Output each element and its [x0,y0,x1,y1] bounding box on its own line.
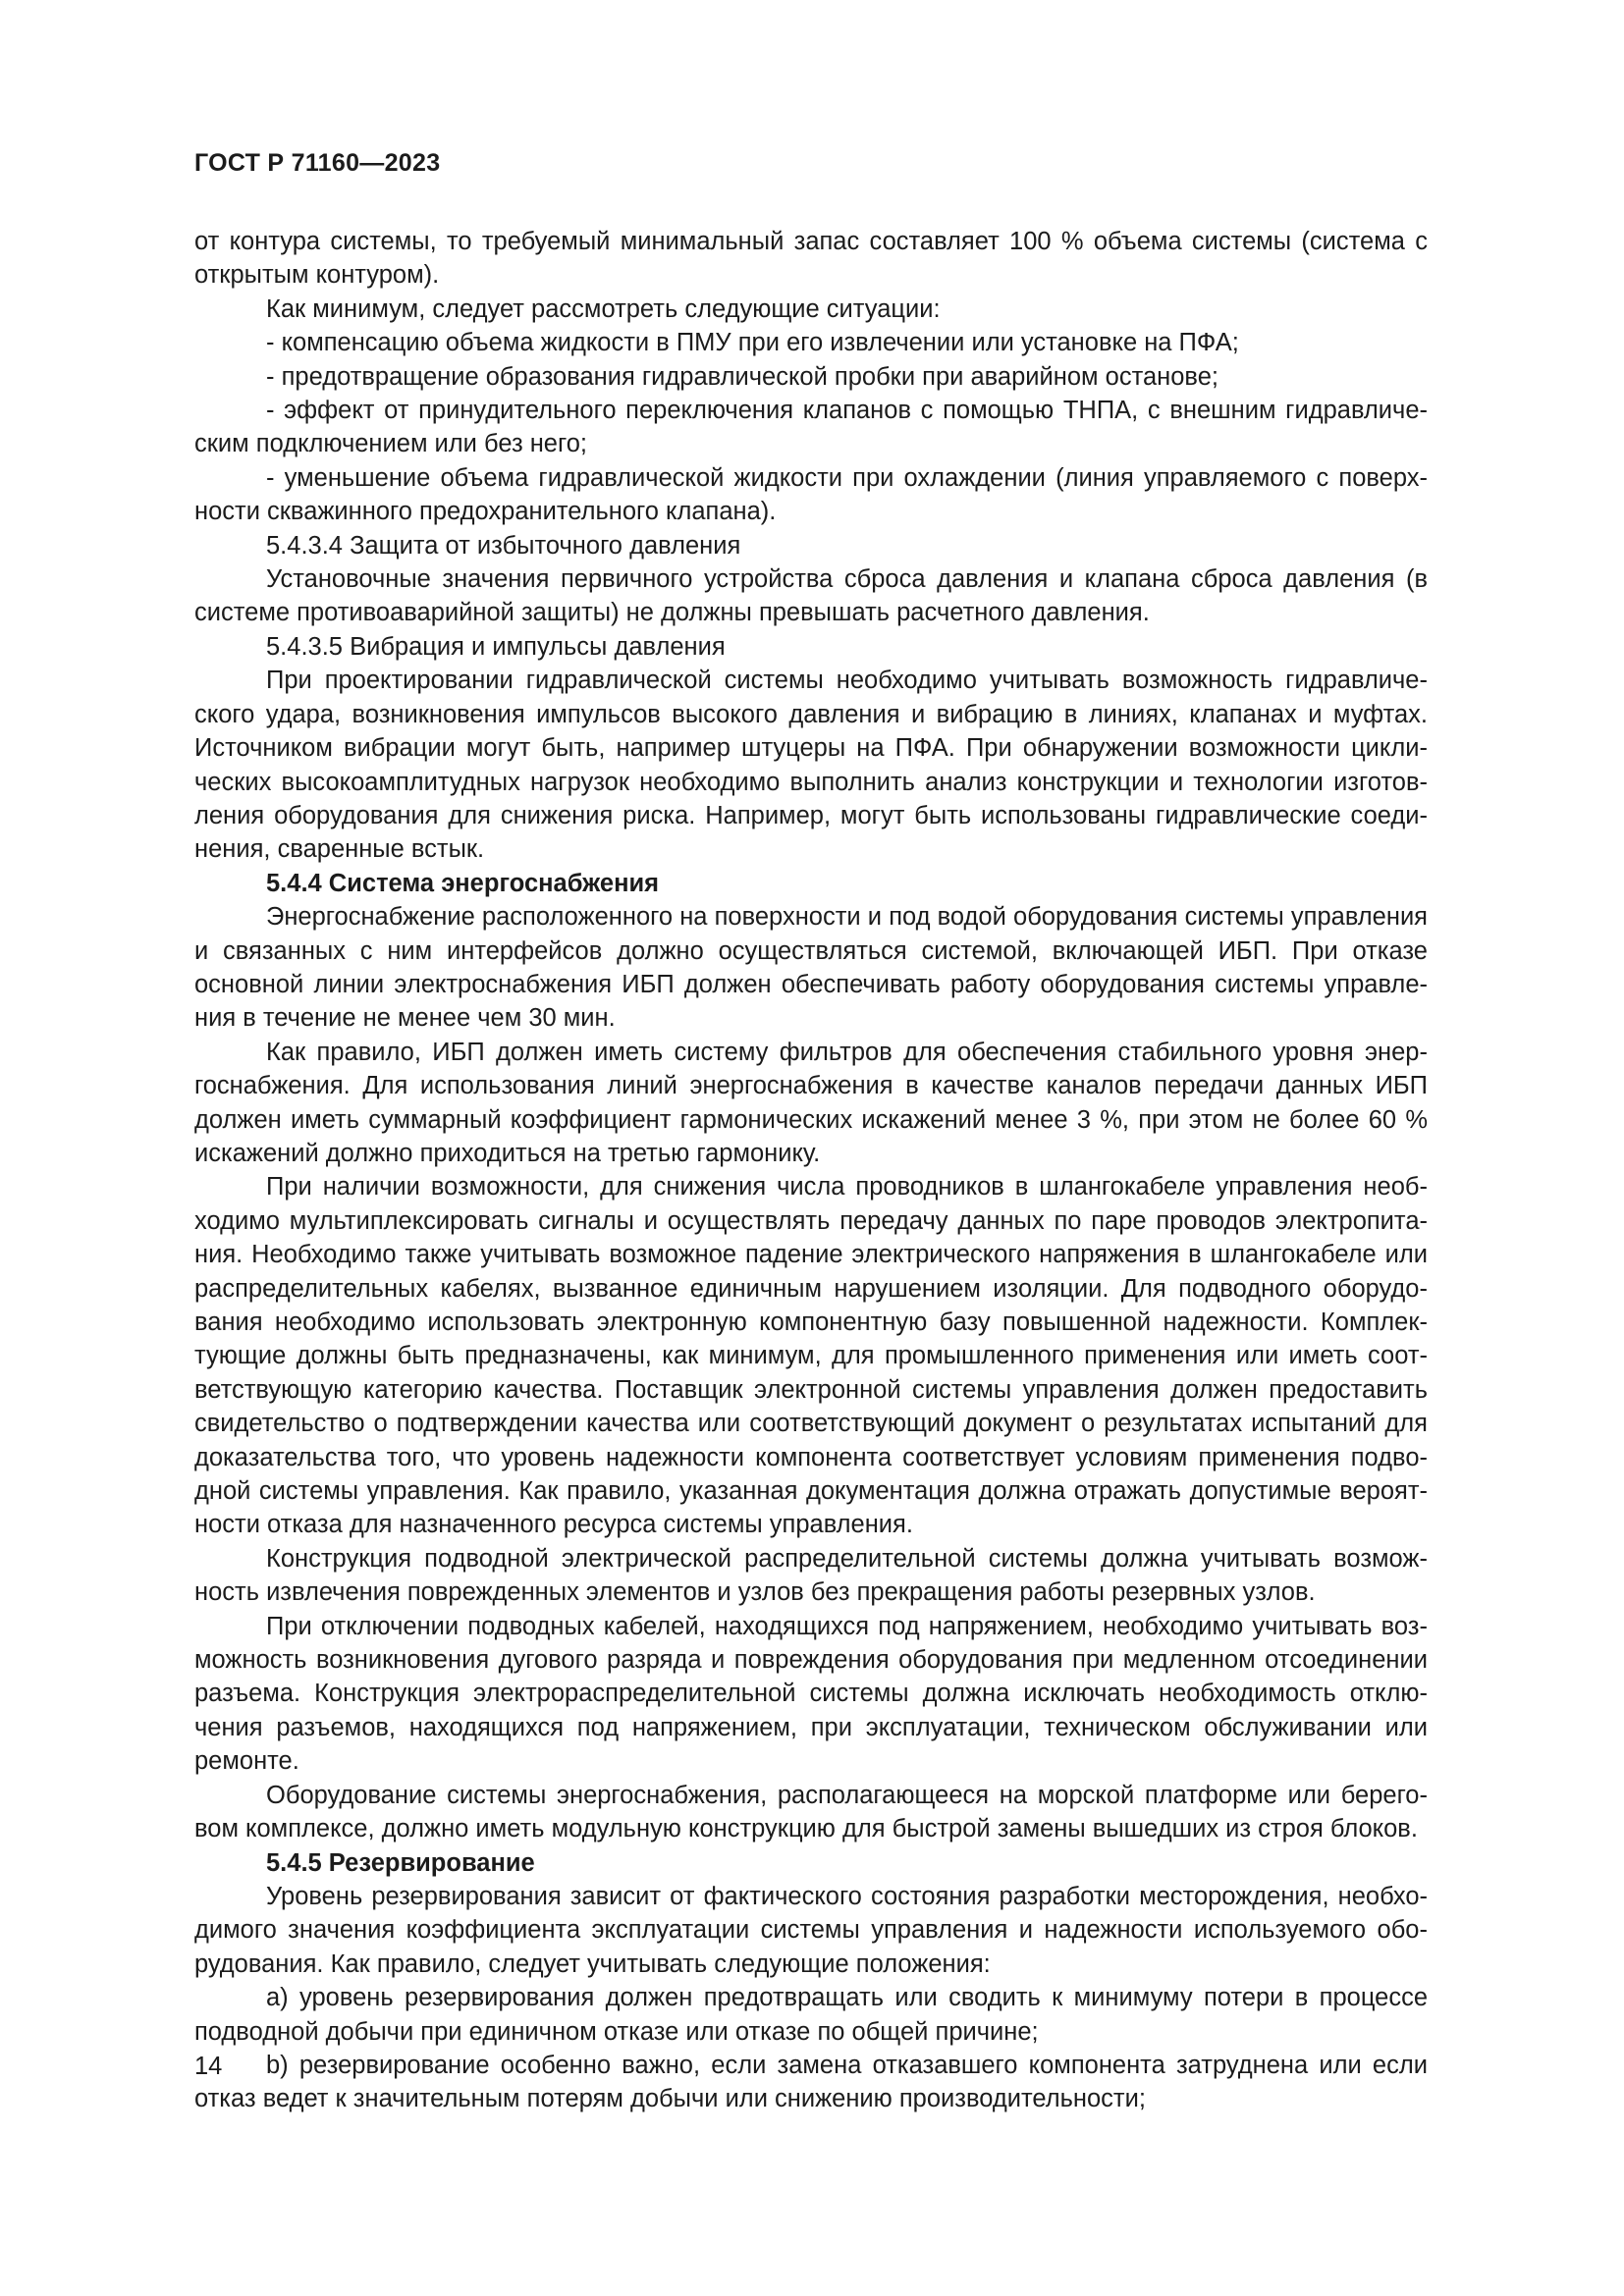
section-heading-5-4-3-5: 5.4.3.5 Вибрация и импульсы давления [266,632,726,661]
paragraph: Установочные значения первичного устройства сброса давления и клапана сброса давления (в системе противоаварийной защиты) не должны превышать расчетного давления. [194,565,1428,627]
list-item: b) резервирование особенно важно, если замена отказавшего компонента затруднена или если отказ ведет к значительным потерям добычи или снижению производительности; [194,2051,1428,2113]
section-heading-5-4-3-4: 5.4.3.4 Защита от избыточного давления [266,531,741,560]
paragraph: Уровень резервирования зависит от фактического состояния разработки месторождения, необходимого значения коэффициента эксплуатации системы управления и надежности используемого оборудования. Как правило, следует учитывать следующие положения: [194,1882,1428,1978]
paragraph: Конструкция подводной электрической распределительной системы должна учитывать возможность извлечения поврежденных элементов и узлов без прекращения работы резервных узлов. [194,1544,1428,1607]
document-body [194,225,1428,2116]
paragraph: При отключении подводных кабелей, находящихся под напряжением, необходимо учитывать возможность возникновения дугового разряда и повреждения оборудования при медленном отсоединении разъема. Конструкция электрораспределительной системы должна исключать необходимость отключения разъемов, находящихся под напряжением, при эксплуатации, техническом обслуживании или ремонте. [194,1612,1428,1776]
paragraph: Энергоснабжение расположенного на поверхности и под водой оборудования системы управления и связанных с ним интерфейсов должно осуществляться системой, включающей ИБП. При отказе основной линии электроснабжения ИБП должен обеспечивать работу оборудования системы управления в течение не менее чем 30 мин. [194,903,1428,1033]
paragraph: При наличии возможности, для снижения числа проводников в шлангокабеле управления необходимо мультиплексировать сигналы и осуществлять передачу данных по паре проводов электропитания. Необходимо также учитывать возможное падение электрического напряжения в шлангокабеле или распределительных кабелях, вызванное единичным нарушением изоляции. Для подводного оборудования необходимо использовать электронную компонентную базу повышенной надежности. Комплектующие должны быть предназначены, как минимум, для промышленного применения или иметь соответствующую категорию качества. Поставщик электронной системы управления должен предоставить свидетельство о подтверждении качества или соответствующий документ о результатах испытаний для доказательства того, что уровень надежности компонента соответствует условиям применения подводной системы управления. Как правило, указанная документация должна отражать допустимые вероятности отказа для назначенного ресурса системы управления. [194,1173,1428,1539]
paragraph: Как минимум, следует рассмотреть следующие ситуации: [266,294,941,323]
section-heading-5-4-5: 5.4.5 Резервирование [266,1848,535,1877]
section-heading-5-4-4: 5.4.4 Система энергоснабжения [266,869,660,897]
paragraph-continuation: от контура системы, то требуемый минимальный запас составляет 100 % объема системы (система с открытым контуром). [194,228,1428,290]
list-item: а) уровень резервирования должен предотвращать или сводить к минимуму потери в процессе подводной добычи при единичном отказе или отказе по общей причине; [194,1984,1428,2046]
paragraph: Оборудование системы энергоснабжения, располагающееся на морской платформе или береговом комплексе, должно иметь модульную конструкцию для быстрой замены вышедших из строя блоков. [194,1781,1428,1843]
page-number: 14 [194,2053,223,2080]
list-item: - предотвращение образования гидравлической пробки при аварийном останове; [266,362,1218,391]
list-item: - эффект от принудительного переключения клапанов с помощью ТНПА, с внешним гидравлическим подключением или без него; [194,397,1428,458]
document-header: ГОСТ Р 71160—2023 [194,149,441,177]
list-item: - компенсацию объема жидкости в ПМУ при его извлечении или установке на ПФА; [266,329,1239,357]
list-item: - уменьшение объема гидравлической жидкости при охлаждении (линия управляемого с поверхности скважинного предохранительного клапана). [194,463,1428,526]
paragraph: Как правило, ИБП должен иметь систему фильтров для обеспечения стабильного уровня энергоснабжения. Для использования линий энергоснабжения в качестве каналов передачи данных ИБП должен иметь суммарный коэффициент гармонических искажений менее 3 %, при этом не более 60 % искажений должно приходиться на третью гармонику. [194,1038,1428,1167]
paragraph: При проектировании гидравлической системы необходимо учитывать возможность гидравлического удара, возникновения импульсов высокого давления и вибрацию в линиях, клапанах и муфтах. Источником вибрации могут быть, например штуцеры на ПФА. При обнаружении возможности циклических высокоамплитудных нагрузок необходимо выполнить анализ конструкции и технологии изготовления оборудования для снижения риска. Например, могут быть использованы гидравлические соединения, сваренные встык. [194,667,1428,864]
